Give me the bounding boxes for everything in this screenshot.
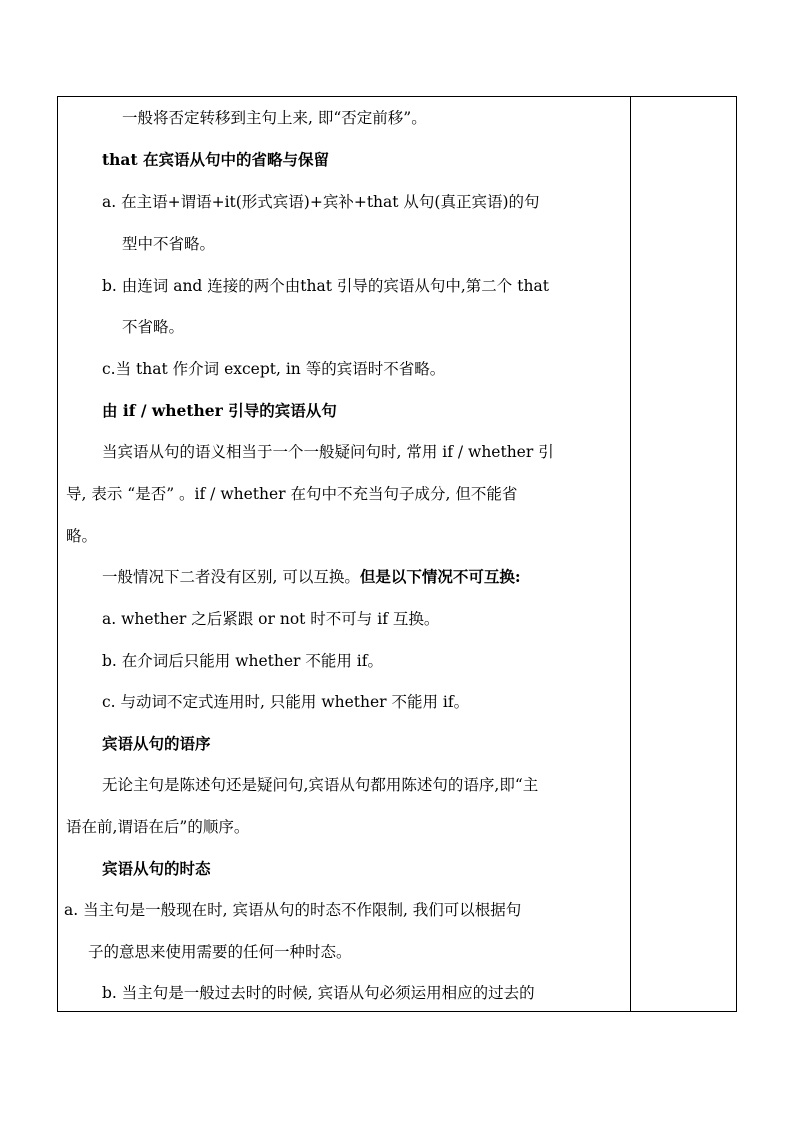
text-line: 不省略。	[122, 318, 185, 336]
section-heading: 宾语从句的语序	[102, 734, 211, 753]
text-line: 型中不省略。	[122, 235, 216, 253]
text-line: a. 当主句是一般现在时, 宾语从句的时态不作限制, 我们可以根据句	[64, 901, 522, 919]
left-cell	[58, 97, 630, 1011]
text-line: b. 由连词 and 连接的两个由that 引导的宾语从句中,第二个 that	[102, 277, 549, 295]
text-line: c. 与动词不定式连用时, 只能用 whether 不能用 if。	[102, 693, 470, 711]
text-line: c.当 that 作介词 except, in 等的宾语时不省略。	[102, 360, 446, 378]
text-line: b. 在介词后只能用 whether 不能用 if。	[102, 652, 383, 670]
text-line: b. 当主句是一般过去时的时候, 宾语从句必须运用相应的过去的	[102, 984, 535, 1002]
text-regular: 一般情况下二者没有区别, 可以互换。	[102, 568, 360, 586]
text-line: 当宾语从句的语义相当于一个一般疑问句时, 常用 if / whether 引	[102, 443, 554, 461]
text-line: 略。	[66, 527, 98, 545]
text-line	[102, 567, 521, 587]
text-line: 一般将否定转移到主句上来, 即“否定前移”。	[122, 109, 427, 127]
document-table	[57, 96, 737, 1012]
text-line: a. 在主语+谓语+it(形式宾语)+宾补+that 从句(真正宾语)的句	[102, 193, 540, 211]
section-heading: that 在宾语从句中的省略与保留	[102, 150, 330, 169]
right-cell	[631, 97, 736, 1011]
text-line: a. whether 之后紧跟 or not 时不可与 if 互换。	[102, 610, 440, 628]
text-line: 导, 表示 “是否” 。if / whether 在句中不充当句子成分, 但不能省	[66, 485, 518, 503]
text-line: 语在前,谓语在后”的顺序。	[66, 818, 250, 836]
text-line: 无论主句是陈述句还是疑问句,宾语从句都用陈述句的语序,即“主	[102, 776, 539, 794]
text-line: 子的意思来使用需要的任何一种时态。	[88, 943, 352, 961]
section-heading: 宾语从句的时态	[102, 859, 211, 878]
section-heading: 由 if / whether 引导的宾语从句	[102, 401, 337, 420]
text-bold: 但是以下情况不可互换:	[359, 567, 521, 586]
